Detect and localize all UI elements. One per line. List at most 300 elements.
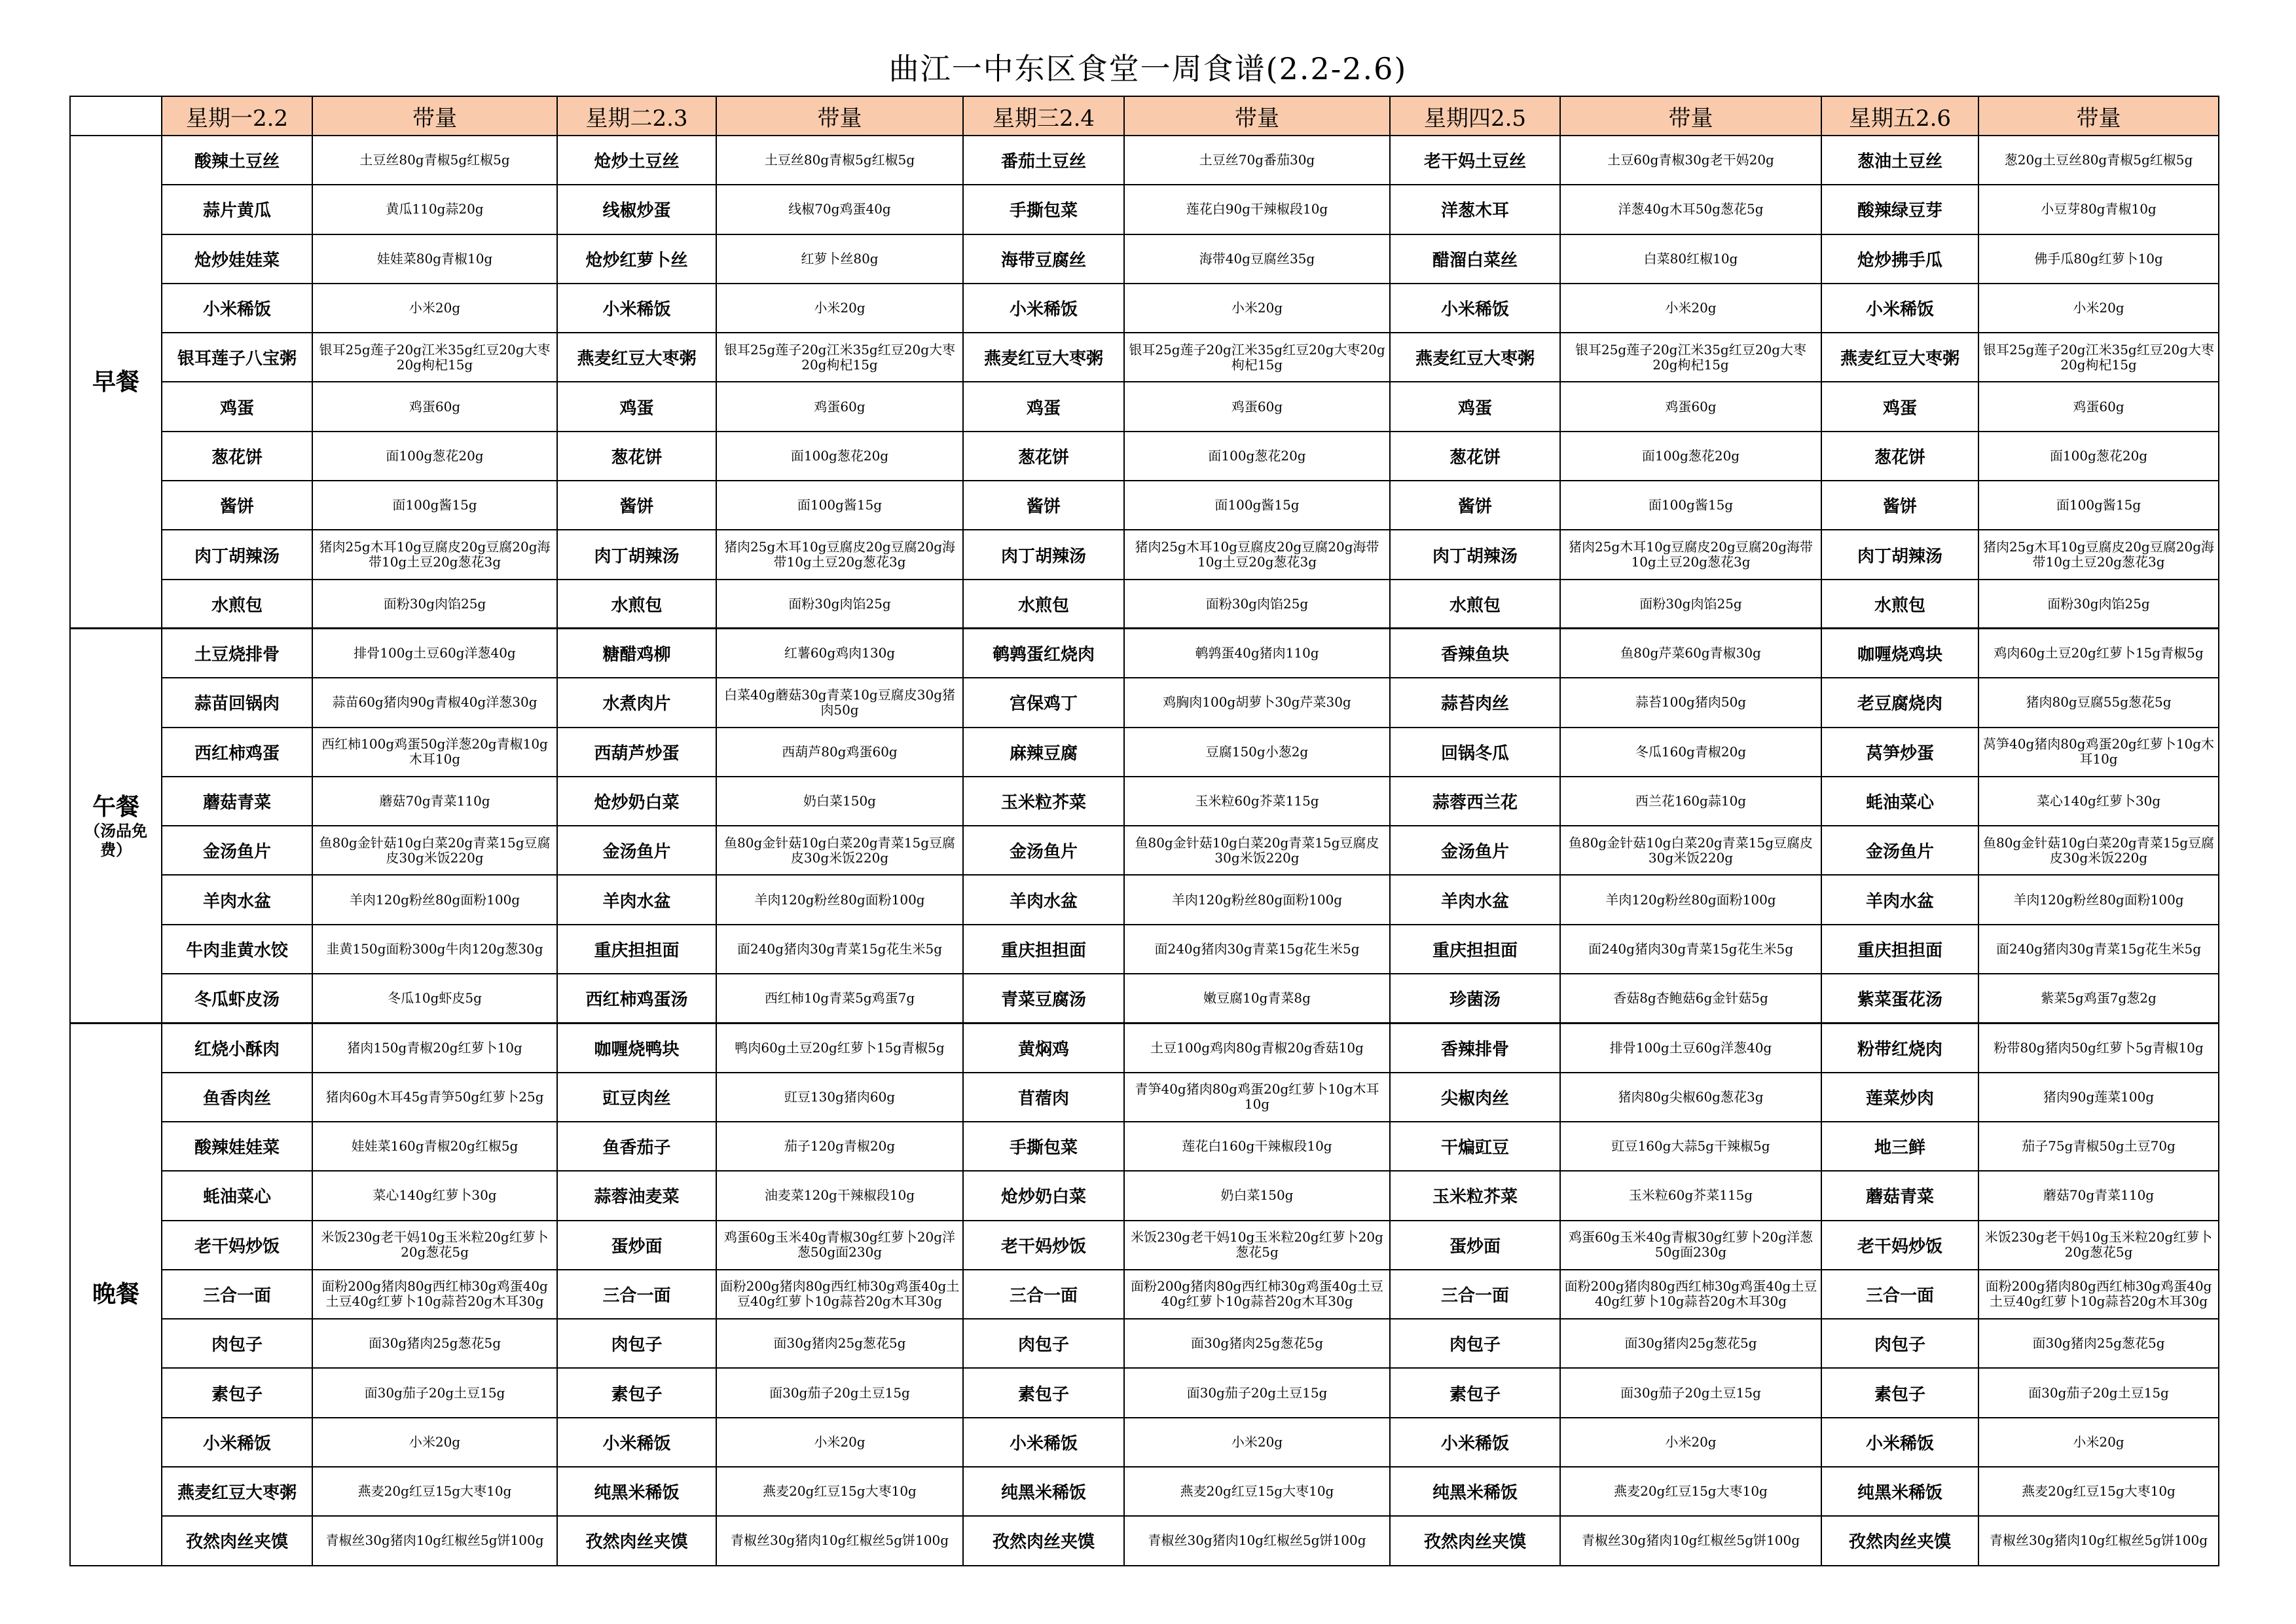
menu-row [70,1319,2219,1368]
dish-name: 西红柿鸡蛋 [162,728,312,777]
dish-name: 小米稀饭 [1390,1418,1560,1467]
dish-name: 小米稀饭 [162,284,312,333]
menu-row [70,1221,2219,1270]
dish-quantity: 土豆丝70g番茄30g [1124,136,1390,185]
dish-name: 三合一面 [1390,1270,1560,1319]
dish-name: 糖醋鸡柳 [557,629,716,678]
dish-quantity: 玉米粒60g芥菜115g [1124,777,1390,826]
dish-name: 金汤鱼片 [162,826,312,875]
dish-quantity: 羊肉120g粉丝80g面粉100g [312,875,557,924]
dish-name: 苜蓿肉 [963,1073,1124,1122]
dish-name: 红烧小酥肉 [162,1023,312,1072]
dish-name: 牛肉韭黄水饺 [162,925,312,974]
dish-name: 老豆腐烧肉 [1821,678,1978,727]
dish-quantity: 面粉30g肉馅25g [1978,580,2219,629]
dish-quantity: 鱼80g金针菇10g白菜20g青菜15g豆腐皮30g米饭220g [1124,826,1390,875]
weekly-menu-table [69,96,2219,1566]
dish-quantity: 佛手瓜80g红萝卜10g [1978,234,2219,284]
dish-quantity: 米饭230g老干妈10g玉米粒20g红萝卜20g葱花5g [1978,1221,2219,1270]
dish-quantity: 白菜40g蘑菇30g青菜10g豆腐皮30g猪肉50g [716,678,963,727]
dish-name: 酱饼 [557,481,716,530]
dish-name: 黄焖鸡 [963,1023,1124,1072]
dish-name: 三合一面 [557,1270,716,1319]
menu-row [70,777,2219,826]
dish-name: 肉包子 [1821,1319,1978,1368]
dish-quantity: 面240g猪肉30g青菜15g花生米5g [1124,925,1390,974]
dish-quantity: 银耳25g莲子20g江米35g红豆20g大枣20g枸杞15g [312,333,557,382]
dish-quantity: 西葫芦80g鸡蛋60g [716,728,963,777]
dish-name: 酸辣娃娃菜 [162,1122,312,1171]
page-title: 曲江一中东区食堂一周食谱(2.2-2.6) [888,51,1408,86]
dish-name: 金汤鱼片 [557,826,716,875]
dish-name: 肉丁胡辣汤 [963,530,1124,579]
dish-name: 醋溜白菜丝 [1390,234,1560,284]
dish-quantity: 小米20g [1978,1418,2219,1467]
dish-name: 蚝油菜心 [162,1171,312,1220]
dish-name: 鱼香茄子 [557,1122,716,1171]
dish-quantity: 羊肉120g粉丝80g面粉100g [1978,875,2219,924]
dish-quantity: 面100g葱花20g [716,432,963,481]
menu-row [70,580,2219,629]
dish-name: 肉丁胡辣汤 [1390,530,1560,579]
dish-name: 小米稀饭 [557,284,716,333]
dish-quantity: 鱼80g金针菇10g白菜20g青菜15g豆腐皮30g米饭220g [1560,826,1821,875]
dish-quantity: 莲花白160g干辣椒段10g [1124,1122,1390,1171]
dish-name: 纯黑米稀饭 [1821,1467,1978,1516]
dish-name: 肉包子 [963,1319,1124,1368]
dish-name: 蒜蓉油麦菜 [557,1171,716,1220]
dish-quantity: 莲花白90g干辣椒段10g [1124,185,1390,234]
dish-quantity: 红薯60g鸡肉130g [716,629,963,678]
dish-quantity: 鹌鹑蛋40g猪肉110g [1124,629,1390,678]
dish-name: 酱饼 [1390,481,1560,530]
dish-quantity: 面100g酱15g [716,481,963,530]
dish-name: 羊肉水盆 [162,875,312,924]
dish-name: 蒜苔肉丝 [1390,678,1560,727]
dish-quantity: 小米20g [716,284,963,333]
dish-quantity: 蒜苔100g猪肉50g [1560,678,1821,727]
dish-name: 水煎包 [557,580,716,629]
dish-quantity: 鸡蛋60g [1124,382,1390,431]
dish-name: 酱饼 [963,481,1124,530]
dish-quantity: 燕麦20g红豆15g大枣10g [312,1467,557,1516]
dish-quantity: 红萝卜丝80g [716,234,963,284]
dish-quantity: 羊肉120g粉丝80g面粉100g [716,875,963,924]
dish-name: 回锅冬瓜 [1390,728,1560,777]
dish-name: 肉丁胡辣汤 [557,530,716,579]
dish-quantity: 嫩豆腐10g青菜8g [1124,974,1390,1023]
menu-row [70,826,2219,875]
menu-row [70,1073,2219,1122]
dish-name: 蒜苗回锅肉 [162,678,312,727]
dish-quantity: 黄瓜110g蒜20g [312,185,557,234]
dish-name: 重庆担担面 [963,925,1124,974]
dish-quantity: 米饭230g老干妈10g玉米粒20g红萝卜20g葱花5g [312,1221,557,1270]
dish-name: 玉米粒芥菜 [1390,1171,1560,1220]
dish-name: 尖椒肉丝 [1390,1073,1560,1122]
dish-name: 三合一面 [1821,1270,1978,1319]
dish-name: 重庆担担面 [1821,925,1978,974]
dish-quantity: 鱼80g金针菇10g白菜20g青菜15g豆腐皮30g米饭220g [312,826,557,875]
dish-name: 素包子 [162,1368,312,1417]
dish-quantity: 猪肉80g尖椒60g葱花3g [1560,1073,1821,1122]
dish-quantity: 排骨100g土豆60g洋葱40g [312,629,557,678]
dish-name: 鹌鹑蛋红烧肉 [963,629,1124,678]
dish-quantity: 面100g葱花20g [1978,432,2219,481]
dish-quantity: 银耳25g莲子20g江米35g红豆20g大枣20g枸杞15g [716,333,963,382]
dish-quantity: 青椒丝30g猪肉10g红椒丝5g饼100g [716,1516,963,1565]
dish-quantity: 葱20g土豆丝80g青椒5g红椒5g [1978,136,2219,185]
dish-name: 蛋炒面 [557,1221,716,1270]
dish-quantity: 面30g茄子20g土豆15g [312,1368,557,1417]
dish-quantity: 银耳25g莲子20g江米35g红豆20g大枣20g枸杞15g [1978,333,2219,382]
dish-name: 素包子 [1390,1368,1560,1417]
menu-row [70,678,2219,727]
dish-quantity: 茄子75g青椒50g土豆70g [1978,1122,2219,1171]
menu-row [70,728,2219,777]
dish-name: 蒜蓉西兰花 [1390,777,1560,826]
dish-quantity: 蒜苗60g猪肉90g青椒40g洋葱30g [312,678,557,727]
dish-quantity: 银耳25g莲子20g江米35g红豆20g大枣20g枸杞15g [1560,333,1821,382]
dish-name: 炝炒土豆丝 [557,136,716,185]
dish-name: 小米稀饭 [963,284,1124,333]
dish-name: 炝炒奶白菜 [963,1171,1124,1220]
dish-name: 孜然肉丝夹馍 [963,1516,1124,1565]
dish-quantity: 面粉200g猪肉80g西红柿30g鸡蛋40g土豆40g红萝卜10g蒜苔20g木耳30g [1124,1270,1390,1319]
dish-quantity: 猪肉150g青椒20g红萝卜10g [312,1023,557,1072]
dish-quantity: 面30g茄子20g土豆15g [716,1368,963,1417]
dish-quantity: 西兰花160g蒜10g [1560,777,1821,826]
meal-label [70,1023,162,1565]
dish-quantity: 菜心140g红萝卜30g [1978,777,2219,826]
dish-quantity: 鱼80g金针菇10g白菜20g青菜15g豆腐皮30g米饭220g [716,826,963,875]
dish-name: 酸辣绿豆芽 [1821,185,1978,234]
dish-quantity: 面粉30g肉馅25g [312,580,557,629]
dish-quantity: 面粉200g猪肉80g西红柿30g鸡蛋40g土豆40g红萝卜10g蒜苔20g木耳30g [312,1270,557,1319]
dish-name: 蘑菇青菜 [1821,1171,1978,1220]
dish-quantity: 土豆丝80g青椒5g红椒5g [716,136,963,185]
dish-name: 水煎包 [1821,580,1978,629]
dish-name: 羊肉水盆 [1821,875,1978,924]
dish-name: 孜然肉丝夹馍 [557,1516,716,1565]
menu-row [70,481,2219,530]
dish-quantity: 面240g猪肉30g青菜15g花生米5g [1560,925,1821,974]
dish-name: 肉丁胡辣汤 [162,530,312,579]
dish-name: 三合一面 [162,1270,312,1319]
meal-name: 晚餐 [92,1280,139,1308]
dish-quantity: 冬瓜10g虾皮5g [312,974,557,1023]
dish-quantity: 面100g酱15g [1978,481,2219,530]
dish-quantity: 青椒丝30g猪肉10g红椒丝5g饼100g [1560,1516,1821,1565]
menu-row [70,1122,2219,1171]
dish-name: 宫保鸡丁 [963,678,1124,727]
dish-quantity: 面30g茄子20g土豆15g [1978,1368,2219,1417]
dish-name: 葱花饼 [1390,432,1560,481]
dish-quantity: 面100g酱15g [312,481,557,530]
dish-quantity: 韭黄150g面粉300g牛肉120g葱30g [312,925,557,974]
dish-quantity: 面100g酱15g [1124,481,1390,530]
dish-quantity: 青椒丝30g猪肉10g红椒丝5g饼100g [1978,1516,2219,1565]
dish-quantity: 油麦菜120g干辣椒段10g [716,1171,963,1220]
dish-quantity: 面粉200g猪肉80g西红柿30g鸡蛋40g土豆40g红萝卜10g蒜苔20g木耳30g [1978,1270,2219,1319]
dish-quantity: 燕麦20g红豆15g大枣10g [1978,1467,2219,1516]
dish-quantity: 面30g茄子20g土豆15g [1124,1368,1390,1417]
dish-name: 老干妈炒饭 [162,1221,312,1270]
dish-name: 纯黑米稀饭 [557,1467,716,1516]
dish-quantity: 小米20g [1124,284,1390,333]
dish-quantity: 面30g茄子20g土豆15g [1560,1368,1821,1417]
dish-quantity: 猪肉25g木耳10g豆腐皮20g豆腐20g海带10g土豆20g葱花3g [1560,530,1821,579]
meal-label [70,136,162,629]
menu-row [70,629,2219,678]
dish-quantity: 燕麦20g红豆15g大枣10g [1124,1467,1390,1516]
dish-name: 粉带红烧肉 [1821,1023,1978,1072]
dish-name: 炝炒红萝卜丝 [557,234,716,284]
dish-name: 燕麦红豆大枣粥 [1390,333,1560,382]
dish-name: 珍菌汤 [1390,974,1560,1023]
dish-quantity: 羊肉120g粉丝80g面粉100g [1124,875,1390,924]
menu-row [70,382,2219,431]
dish-quantity: 小米20g [312,1418,557,1467]
dish-quantity: 小米20g [716,1418,963,1467]
dish-name: 水煎包 [162,580,312,629]
header-quantity: 带量 [1560,96,1821,136]
dish-quantity: 冬瓜160g青椒20g [1560,728,1821,777]
dish-quantity: 洋葱40g木耳50g葱花5g [1560,185,1821,234]
dish-name: 肉包子 [162,1319,312,1368]
dish-name: 银耳莲子八宝粥 [162,333,312,382]
menu-row [70,1270,2219,1319]
dish-quantity: 蘑菇70g青菜110g [312,777,557,826]
menu-row [70,1023,2219,1072]
dish-quantity: 猪肉25g木耳10g豆腐皮20g豆腐20g海带10g土豆20g葱花3g [312,530,557,579]
menu-row [70,974,2219,1023]
dish-name: 西葫芦炒蛋 [557,728,716,777]
header-day: 星期二2.3 [557,96,716,136]
dish-quantity: 银耳25g莲子20g江米35g红豆20g大枣20g枸杞15g [1124,333,1390,382]
meal-name: 早餐 [92,367,139,396]
dish-quantity: 娃娃菜160g青椒20g红椒5g [312,1122,557,1171]
menu-row [70,925,2219,974]
dish-name: 麻辣豆腐 [963,728,1124,777]
dish-quantity: 线椒70g鸡蛋40g [716,185,963,234]
dish-quantity: 面100g葱花20g [1560,432,1821,481]
dish-quantity: 羊肉120g粉丝80g面粉100g [1560,875,1821,924]
dish-quantity: 小豆芽80g青椒10g [1978,185,2219,234]
dish-name: 重庆担担面 [1390,925,1560,974]
dish-quantity: 面30g猪肉25g葱花5g [312,1319,557,1368]
dish-quantity: 蘑菇70g青菜110g [1978,1171,2219,1220]
dish-name: 地三鲜 [1821,1122,1978,1171]
dish-name: 鸡蛋 [963,382,1124,431]
dish-name: 葱花饼 [963,432,1124,481]
dish-quantity: 茄子120g青椒20g [716,1122,963,1171]
dish-name: 三合一面 [963,1270,1124,1319]
header-day: 星期三2.4 [963,96,1124,136]
dish-quantity: 猪肉90g莲菜100g [1978,1073,2219,1122]
dish-name: 豇豆肉丝 [557,1073,716,1122]
dish-quantity: 豆腐150g小葱2g [1124,728,1390,777]
dish-quantity: 面粉30g肉馅25g [1124,580,1390,629]
meal-name: 午餐 [92,792,139,821]
dish-name: 水煎包 [963,580,1124,629]
dish-name: 手撕包菜 [963,185,1124,234]
dish-name: 羊肉水盆 [557,875,716,924]
dish-name: 炝炒奶白菜 [557,777,716,826]
dish-name: 香辣排骨 [1390,1023,1560,1072]
dish-name: 孜然肉丝夹馍 [162,1516,312,1565]
dish-quantity: 排骨100g土豆60g洋葱40g [1560,1023,1821,1072]
dish-quantity: 猪肉25g木耳10g豆腐皮20g豆腐20g海带10g土豆20g葱花3g [716,530,963,579]
dish-name: 鸡蛋 [1821,382,1978,431]
dish-name: 青菜豆腐汤 [963,974,1124,1023]
dish-quantity: 鸡蛋60g玉米40g青椒30g红萝卜20g洋葱50g面230g [716,1221,963,1270]
dish-quantity: 青笋40g猪肉80g鸡蛋20g红萝卜10g木耳10g [1124,1073,1390,1122]
dish-quantity: 小米20g [312,284,557,333]
dish-name: 纯黑米稀饭 [1390,1467,1560,1516]
menu-row [70,1171,2219,1220]
dish-name: 素包子 [1821,1368,1978,1417]
dish-name: 燕麦红豆大枣粥 [557,333,716,382]
dish-name: 小米稀饭 [1821,284,1978,333]
dish-quantity: 米饭230g老干妈10g玉米粒20g红萝卜20g葱花5g [1124,1221,1390,1270]
dish-quantity: 奶白菜150g [716,777,963,826]
dish-quantity: 西红柿100g鸡蛋50g洋葱20g青椒10g木耳10g [312,728,557,777]
menu-body [70,136,2219,1566]
dish-quantity: 猪肉80g豆腐55g葱花5g [1978,678,2219,727]
dish-quantity: 白菜80红椒10g [1560,234,1821,284]
dish-name: 小米稀饭 [1390,284,1560,333]
dish-quantity: 小米20g [1978,284,2219,333]
dish-name: 西红柿鸡蛋汤 [557,974,716,1023]
dish-quantity: 西红柿10g青菜5g鸡蛋7g [716,974,963,1023]
dish-quantity: 鸡蛋60g [716,382,963,431]
dish-name: 燕麦红豆大枣粥 [963,333,1124,382]
dish-name: 金汤鱼片 [1821,826,1978,875]
dish-name: 葱油土豆丝 [1821,136,1978,185]
dish-name: 葱花饼 [1821,432,1978,481]
dish-quantity: 土豆100g鸡肉80g青椒20g香菇10g [1124,1023,1390,1072]
menu-row [70,234,2219,284]
dish-quantity: 猪肉25g木耳10g豆腐皮20g豆腐20g海带10g土豆20g葱花3g [1124,530,1390,579]
dish-quantity: 猪肉25g木耳10g豆腐皮20g豆腐20g海带10g土豆20g葱花3g [1978,530,2219,579]
dish-name: 羊肉水盆 [1390,875,1560,924]
menu-row [70,185,2219,234]
dish-name: 酱饼 [162,481,312,530]
dish-quantity: 土豆60g青椒30g老干妈20g [1560,136,1821,185]
dish-name: 蚝油菜心 [1821,777,1978,826]
dish-name: 葱花饼 [162,432,312,481]
dish-name: 肉丁胡辣汤 [1821,530,1978,579]
dish-name: 肉包子 [557,1319,716,1368]
dish-name: 肉包子 [1390,1319,1560,1368]
meal-note: （汤品免费） [84,821,147,859]
dish-quantity: 面30g猪肉25g葱花5g [1978,1319,2219,1368]
dish-name: 酸辣土豆丝 [162,136,312,185]
dish-quantity: 鱼80g芹菜60g青椒30g [1560,629,1821,678]
dish-quantity: 青椒丝30g猪肉10g红椒丝5g饼100g [1124,1516,1390,1565]
dish-name: 香辣鱼块 [1390,629,1560,678]
dish-name: 水煎包 [1390,580,1560,629]
menu-row [70,530,2219,579]
dish-name: 孜然肉丝夹馍 [1821,1516,1978,1565]
dish-name: 老干妈炒饭 [1821,1221,1978,1270]
dish-name: 素包子 [557,1368,716,1417]
dish-quantity: 玉米粒60g芥菜115g [1560,1171,1821,1220]
dish-quantity: 莴笋40g猪肉80g鸡蛋20g红萝卜10g木耳10g [1978,728,2219,777]
dish-name: 酱饼 [1821,481,1978,530]
dish-quantity: 海带40g豆腐丝35g [1124,234,1390,284]
dish-name: 老干妈土豆丝 [1390,136,1560,185]
dish-quantity: 豇豆130g猪肉60g [716,1073,963,1122]
dish-quantity: 奶白菜150g [1124,1171,1390,1220]
dish-quantity: 鸡胸肉100g胡萝卜30g芹菜30g [1124,678,1390,727]
menu-row [70,136,2219,185]
menu-row [70,1467,2219,1516]
dish-name: 炝炒娃娃菜 [162,234,312,284]
dish-name: 莴笋炒蛋 [1821,728,1978,777]
header-day: 星期一2.2 [162,96,312,136]
dish-quantity: 面粉200g猪肉80g西红柿30g鸡蛋40g土豆40g红萝卜10g蒜苔20g木耳30g [1560,1270,1821,1319]
menu-row [70,1368,2219,1417]
menu-row [70,432,2219,481]
dish-quantity: 面粉30g肉馅25g [1560,580,1821,629]
dish-name: 燕麦红豆大枣粥 [162,1467,312,1516]
dish-quantity: 娃娃菜80g青椒10g [312,234,557,284]
dish-name: 重庆担担面 [557,925,716,974]
dish-quantity: 面30g猪肉25g葱花5g [1560,1319,1821,1368]
dish-name: 小米稀饭 [1821,1418,1978,1467]
dish-quantity: 粉带80g猪肉50g红萝卜5g青椒10g [1978,1023,2219,1072]
header-day: 星期五2.6 [1821,96,1978,136]
dish-quantity: 菜心140g红萝卜30g [312,1171,557,1220]
dish-name: 金汤鱼片 [963,826,1124,875]
dish-quantity: 面粉200g猪肉80g西红柿30g鸡蛋40g土豆40g红萝卜10g蒜苔20g木耳30g [716,1270,963,1319]
dish-quantity: 鸡蛋60g [312,382,557,431]
dish-name: 水煮肉片 [557,678,716,727]
dish-name: 干煸豇豆 [1390,1122,1560,1171]
header-day: 星期四2.5 [1390,96,1560,136]
dish-quantity: 鸡肉60g土豆20g红萝卜15g青椒5g [1978,629,2219,678]
dish-name: 孜然肉丝夹馍 [1390,1516,1560,1565]
menu-row [70,1516,2219,1565]
dish-name: 海带豆腐丝 [963,234,1124,284]
dish-name: 羊肉水盆 [963,875,1124,924]
dish-name: 土豆烧排骨 [162,629,312,678]
dish-quantity: 燕麦20g红豆15g大枣10g [1560,1467,1821,1516]
dish-name: 小米稀饭 [162,1418,312,1467]
header-row [70,96,2219,136]
dish-quantity: 香菇8g杏鲍菇6g金针菇5g [1560,974,1821,1023]
dish-quantity: 青椒丝30g猪肉10g红椒丝5g饼100g [312,1516,557,1565]
dish-name: 咖喱烧鸭块 [557,1023,716,1072]
dish-name: 蒜片黄瓜 [162,185,312,234]
dish-quantity: 面100g酱15g [1560,481,1821,530]
dish-name: 玉米粒芥菜 [963,777,1124,826]
dish-quantity: 面240g猪肉30g青菜15g花生米5g [716,925,963,974]
menu-row [70,284,2219,333]
header-quantity: 带量 [716,96,963,136]
menu-row [70,333,2219,382]
dish-quantity: 鸡蛋60g [1978,382,2219,431]
dish-quantity: 燕麦20g红豆15g大枣10g [716,1467,963,1516]
dish-quantity: 紫菜5g鸡蛋7g葱2g [1978,974,2219,1023]
dish-quantity: 小米20g [1560,284,1821,333]
dish-quantity: 土豆丝80g青椒5g红椒5g [312,136,557,185]
dish-name: 冬瓜虾皮汤 [162,974,312,1023]
dish-name: 燕麦红豆大枣粥 [1821,333,1978,382]
dish-quantity: 面100g葱花20g [1124,432,1390,481]
